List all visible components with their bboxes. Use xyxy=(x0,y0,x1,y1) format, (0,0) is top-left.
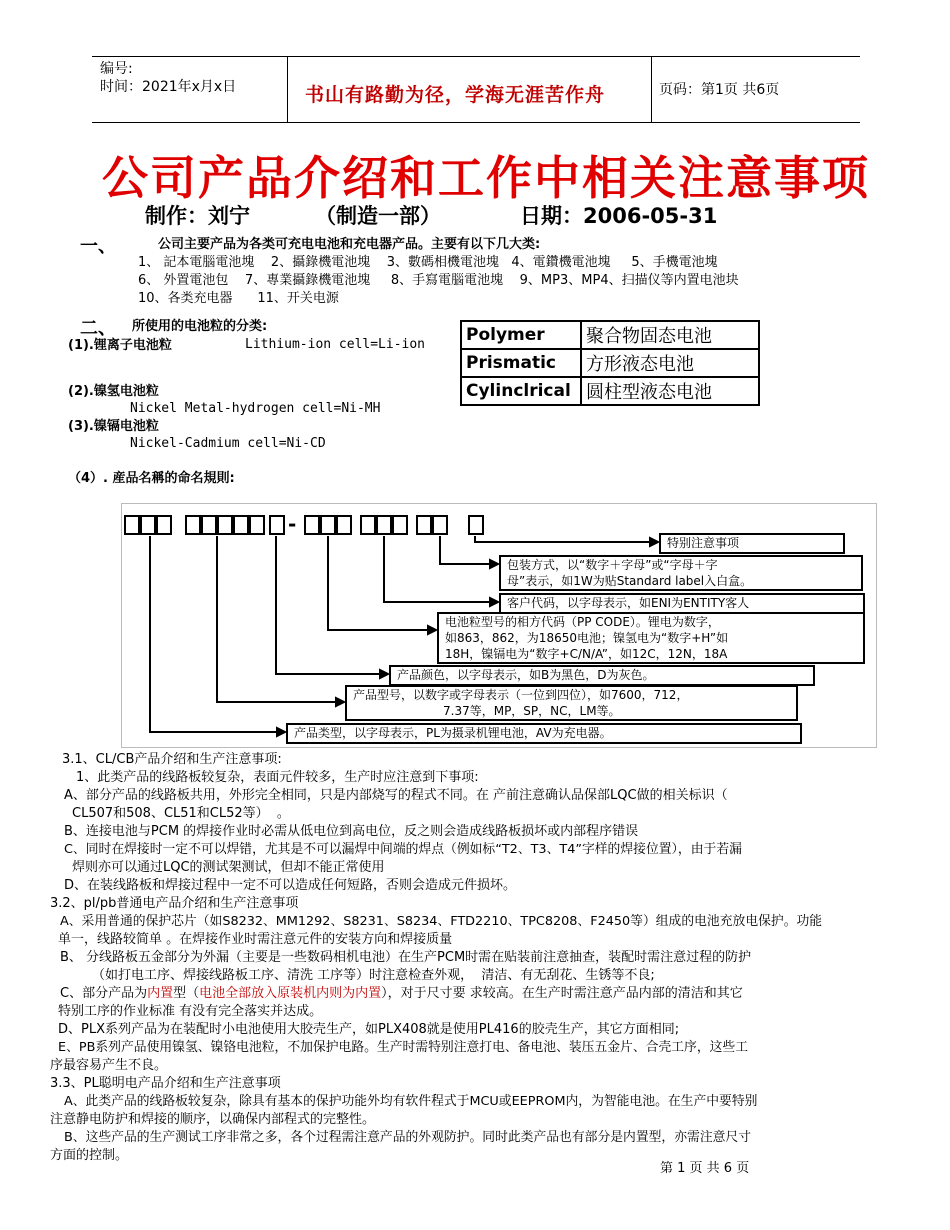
page-indicator: 页码：第1页 共6页 xyxy=(659,82,780,98)
header-motto: 书山有路勤为径，学海无涯苦作舟 xyxy=(305,84,606,106)
sec33-pB1: B、这些产品的生产测试工序非常之多，各个过程需注意产品的外观防护。同时此类产品也有部分是内置型，亦需注意尺寸 xyxy=(64,1130,752,1145)
product-list-line2: 6、 外置電池包 7、專業攝錄機電池塊 8、手寫電腦電池塊 9、MP3、MP4、扫描仪等内置电池块 xyxy=(138,273,739,288)
sec31-p1: 1、此类产品的线路板较复杂，表面元件较多，生产时应注意到下事项: xyxy=(76,770,479,785)
table-row xyxy=(461,321,759,349)
sec31-pB: B、连接电池与PCM 的焊接作业时必需从低电位到高电位，反之则会造成线路板损坏或内部程序错误 xyxy=(64,824,639,839)
table-cell: 方形液态电池 xyxy=(581,349,759,377)
sec32-pC2: 特别工序的作业标准 有没有完全落实并达成。 xyxy=(58,1004,323,1019)
sec31-pC1: C、同时在焊接时一定不可以焊错，尤其是不可以漏焊中间端的焊点（例如标“T2、T3、T4”字样的焊接位置），由于若漏 xyxy=(64,842,742,857)
cell-type-table xyxy=(460,320,760,406)
section1-number: 一、 xyxy=(80,236,116,257)
section2-intro: 所使用的电池粒的分类: xyxy=(132,319,268,334)
sec32-pA1: A、采用普通的保护芯片（如S8232、MM1292、S8231、S8234、FTD2210、TPC8208、F2450等）组成的电池充放电保护。功能 xyxy=(60,914,823,929)
table-cell: Prismatic xyxy=(461,349,581,377)
department: （制造一部） xyxy=(315,204,441,228)
diagram-label: 18H，镍镉电为“数字+C/N/A”，如12C，12N，18A xyxy=(445,647,728,661)
nicd-label: (3).镍镉电池粒 xyxy=(68,419,159,434)
label-cell-code xyxy=(437,612,865,664)
diagram-label: 电池粒型号的相方代码（PP CODE）。锂电为数字， xyxy=(445,615,720,629)
page-footer: 第 1 页 共 6 页 xyxy=(660,1161,750,1176)
highlight-span: 内置 xyxy=(147,986,174,1001)
sec32-pE1: E、PB系列产品使用镍氢、镍铬电池粒，不加保护电路。生产时需特别注意打电、备电池、装压五金片、合壳工序，这些工 xyxy=(58,1040,749,1055)
nimh-value: Nickel Metal-hydrogen cell=Ni-MH xyxy=(130,401,381,416)
doc-time-label: 时间：2021年x月x日 xyxy=(100,79,237,95)
sec32-pD: D、PLX系列产品为在装配时小电池使用大胶壳生产，如PLX408就是使用PL416的胶壳生产，其它方面相同; xyxy=(58,1022,680,1037)
diagram-label: 包装方式，以“数字＋字母”或“字母＋字 xyxy=(507,558,718,572)
diagram-label: 如863，862，为18650电池；镍氢电为“数字+H”如 xyxy=(445,631,729,645)
label-color xyxy=(389,665,815,686)
sec31-pC2: 焊则亦可以通过LQC的测试架测试，但却不能正常使用 xyxy=(72,860,385,875)
section2-number: 二、 xyxy=(80,318,116,339)
label-model xyxy=(345,685,798,721)
product-list-line3: 10、各类充电器 11、开关电源 xyxy=(138,291,339,306)
diagram-label: 特别注意事项 xyxy=(667,536,740,550)
author: 制作：刘宁 xyxy=(145,204,250,228)
diagram-label: 7.37等，MP，SP，NC，LM等。 xyxy=(443,704,621,718)
document-date: 日期：2006-05-31 xyxy=(520,204,718,228)
label-customer-code xyxy=(499,593,865,614)
li-ion-value: Lithium-ion cell=Li-ion xyxy=(245,337,426,352)
naming-rule-diagram: - 特别注意事项 包装方式，以“数字＋字母”或“字母＋字 母”表示，如1W为贴Standard label入白盒。 客户代码，以字母表示，如ENI为ENTITY客人 电池粒型号的相方代码（PP CODE）。锂电为数字， 如863，862，为18650电池；镍氢电为“数字+H”如 18H，镍镉电为“数字+C/N/A”，如12C，12N，18A 产品颜色，以字母表示，如B为黑色，D为灰色。 产品型号，以数字或字母表示（一位到四位），如7600，712， 7.37等，MP，SP，NC，LM等。 产品类型，以字母表示，PL为摄录机锂电池，AV为充电器。 xyxy=(121,503,877,748)
li-ion-label: (1).锂离子电池粒 xyxy=(68,338,172,353)
sec31-pA2: CL507和508、CL51和CL52等） 。 xyxy=(72,806,290,821)
sec33-pA1: A、此类产品的线路板较复杂，除具有基本的保护功能外均有软件程式于MCU或EEPROM内，为智能电池。在生产中要特别 xyxy=(64,1094,758,1109)
diagram-label: 产品颜色，以字母表示，如B为黑色，D为灰色。 xyxy=(397,668,655,682)
sec33-pA2: 注意静电防护和焊接的顺序，以确保内部程式的完整性。 xyxy=(50,1112,376,1127)
nimh-label: (2).镍氢电池粒 xyxy=(68,384,159,399)
highlight-span: 电池全部放入原装机内则为内置 xyxy=(199,986,382,1001)
diagram-label: 母”表示，如1W为贴Standard label入白盒。 xyxy=(507,574,753,588)
section1-intro: 公司主要产品为各类可充电电池和充电器产品。主要有以下几大类: xyxy=(158,237,541,252)
sec31-pA1: A、部分产品的线路板共用，外形完全相同，只是内部烧写的程式不同。在 产前注意确认品保部LQC做的相关标识（ xyxy=(64,788,728,803)
sec32-title: 3.2、pl/pb普通电产品介绍和生产注意事项 xyxy=(50,896,299,911)
text-span: 型（ xyxy=(173,986,200,1001)
label-packing xyxy=(499,555,863,591)
text-span: C、部分产品为 xyxy=(60,986,148,1001)
table-row xyxy=(461,349,759,377)
sec33-title: 3.3、PL聪明电产品介绍和生产注意事项 xyxy=(50,1076,281,1091)
sec33-pB2: 方面的控制。 xyxy=(50,1148,129,1163)
diagram-label: 客户代码，以字母表示，如ENI为ENTITY客人 xyxy=(507,596,750,610)
label-product-type xyxy=(286,723,802,744)
table-cell: Polymer xyxy=(461,321,581,349)
sec32-pC1 xyxy=(60,985,743,1003)
doc-number-label: 编号: xyxy=(100,61,133,77)
label-special-note xyxy=(659,533,845,554)
sec32-pE2: 序最容易产生不良。 xyxy=(50,1058,168,1073)
diagram-label: 产品型号，以数字或字母表示（一位到四位），如7600，712， xyxy=(353,688,689,702)
sec32-pA2: 单一，线路较简单 。在焊接作业时需注意元件的安装方向和焊接质量 xyxy=(58,932,453,947)
text-span: ），对于尺寸要 求较高。在生产时需注意产品内部的清洁和其它 xyxy=(381,986,743,1001)
table-cell: 聚合物固态电池 xyxy=(581,321,759,349)
naming-rule-label: （4）. 産品名稱的命名規則: xyxy=(68,471,235,486)
document-title: 公司产品介绍和工作中相关注意事项 xyxy=(102,151,870,205)
sec32-pB2: （如打电工序、焊接线路板工序、清洗 工序等）时注意检查外观， 清洁、有无刮花、生锈等不良; xyxy=(92,968,655,983)
table-cell: Cylinclrical xyxy=(461,377,581,405)
diagram-label: 产品类型，以字母表示，PL为摄录机锂电池，AV为充电器。 xyxy=(294,726,612,740)
nicd-value: Nickel-Cadmium cell=Ni-CD xyxy=(130,436,326,451)
product-list-line1: 1、 記本電腦電池塊 2、攝錄機電池塊 3、數碼相機電池塊 4、電鑽機電池塊 5、手機電池塊 xyxy=(138,255,718,270)
table-row xyxy=(461,377,759,405)
table-cell: 圆柱型液态电池 xyxy=(581,377,759,405)
sec31-pD: D、在装线路板和焊接过程中一定不可以造成任何短路，否则会造成元件损坏。 xyxy=(64,878,517,893)
sec31-title: 3.1、CL/CB产品介绍和生产注意事项: xyxy=(62,752,282,767)
sec32-pB1: B、 分线路板五金部分为外漏（主要是一些数码相机电池）在生产PCM时需在贴装前注意抽查，装配时需注意过程的防护 xyxy=(60,950,752,965)
